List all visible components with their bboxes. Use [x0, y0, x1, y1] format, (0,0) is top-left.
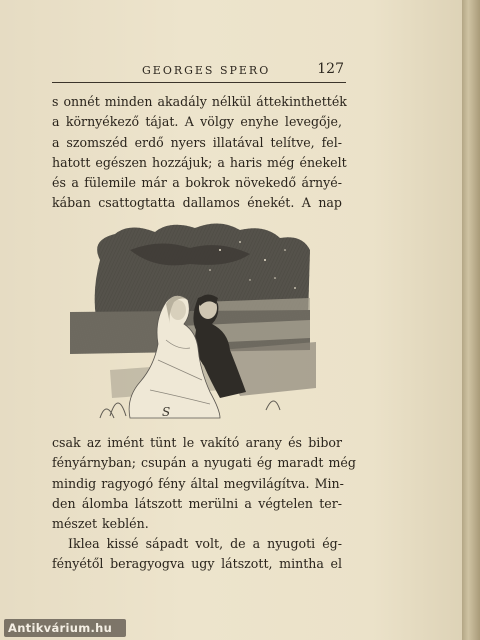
- paragraph-2: [52, 433, 356, 534]
- paragraph-1: [52, 92, 347, 214]
- text-line: hatott egészen hozzájuk; a haris még énekelt: [52, 154, 347, 170]
- text-line: csak az imént tünt le vakító arany és bibor: [52, 435, 342, 450]
- watermark-logo: [4, 619, 126, 637]
- running-title: GEORGES SPERO: [142, 64, 271, 77]
- running-head: [52, 62, 346, 83]
- text-line: és a fülemile már a bokrok növekedő árnyé-: [52, 175, 342, 191]
- text-line: fényétől beragyogva ugy látszott, mintha el: [52, 556, 342, 572]
- illustration-engraving: [70, 220, 316, 426]
- text-line: kában csattogtatta dallamos énekét. A nap: [52, 195, 342, 211]
- text-line: s onnét minden akadály nélkül áttekinthették: [52, 94, 347, 109]
- page-number: 127: [317, 61, 344, 77]
- paragraph-3: [52, 534, 342, 575]
- text-line: a környékező tájat. A völgy enyhe levegője,: [52, 114, 342, 130]
- text-line: den álomba látszott merülni a végtelen ter-: [52, 495, 342, 511]
- page-edge: [462, 0, 480, 640]
- illustration-signature: S: [162, 405, 171, 419]
- text-line: fényárnyban; csupán a nyugati ég maradt még: [52, 455, 356, 471]
- text-line: mészet keblén.: [52, 516, 149, 532]
- watermark-text: Antikvárium.hu: [8, 621, 113, 635]
- text-line: a szomszéd erdő nyers illatával telítve, fel-: [52, 134, 342, 150]
- text-line: Iklea kissé sápadt volt, de a nyugoti ég-: [68, 536, 342, 551]
- text-line: mindig ragyogó fény által megvilágítva. Min-: [52, 475, 344, 491]
